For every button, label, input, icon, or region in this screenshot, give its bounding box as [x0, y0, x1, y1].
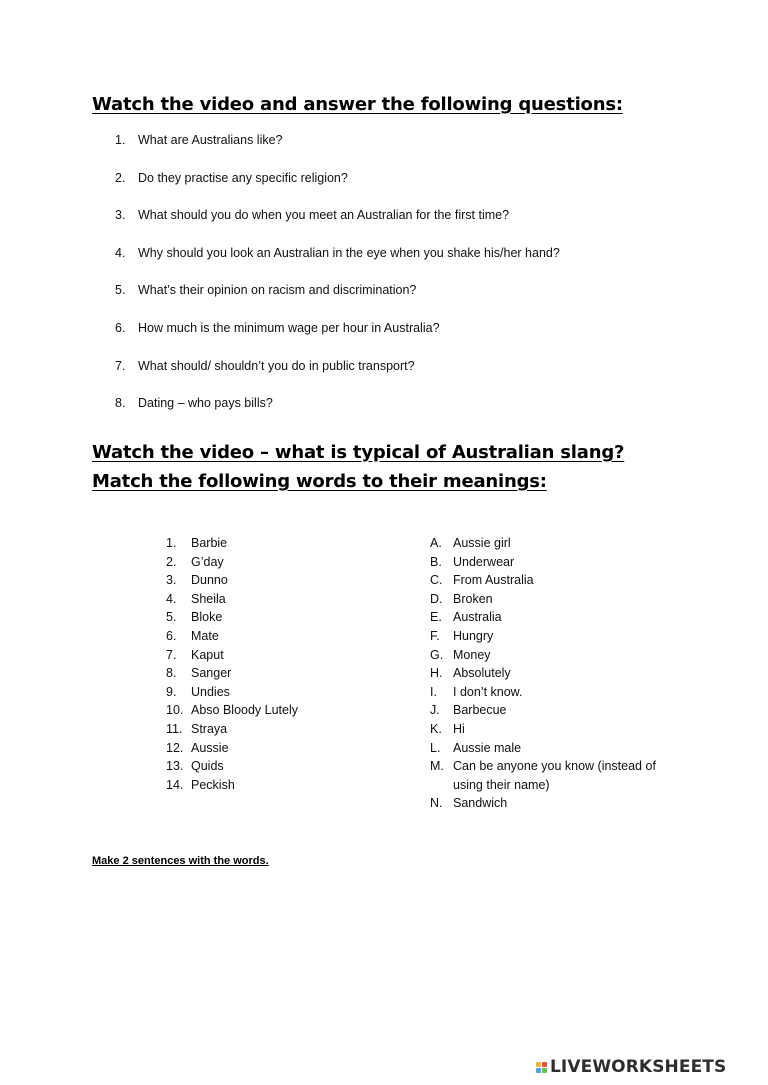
- word-number: 10.: [166, 703, 184, 718]
- question-item: [115, 396, 560, 434]
- question-number: 1.: [115, 133, 126, 147]
- meaning-letter: L.: [430, 740, 441, 755]
- meaning-item: [430, 646, 673, 665]
- word-number: 4.: [166, 591, 177, 606]
- meaning-item: [430, 627, 673, 646]
- meaning-item: [430, 701, 673, 720]
- meaning-letter: C.: [430, 573, 443, 588]
- question-item: [115, 321, 560, 359]
- meaning-item: [430, 571, 673, 590]
- meaning-letter: G.: [430, 647, 444, 662]
- question-number: 8.: [115, 396, 126, 411]
- meaning-letter: F.: [430, 628, 440, 643]
- logo-square-icon: [536, 1068, 541, 1073]
- slang-word-item: [166, 664, 298, 683]
- word-number: 14.: [166, 777, 184, 792]
- liveworksheets-logo-icon: [536, 1062, 547, 1073]
- meaning-item: [430, 794, 673, 813]
- slang-word-item: [166, 720, 298, 739]
- meaning-text: Broken: [453, 591, 493, 606]
- slang-word-item: [166, 683, 298, 702]
- word-text: Sanger: [191, 666, 232, 681]
- slang-word-item: [166, 739, 298, 758]
- section1-heading: Watch the video and answer the following questions:: [92, 94, 623, 115]
- meaning-letter: I.: [430, 684, 437, 699]
- meaning-item: [430, 683, 673, 702]
- question-item: [115, 359, 560, 397]
- word-text: Peckish: [191, 777, 235, 792]
- word-text: Mate: [191, 628, 219, 643]
- meaning-text: I don’t know.: [453, 684, 523, 699]
- question-number: 2.: [115, 170, 126, 185]
- meaning-text: From Australia: [453, 573, 534, 588]
- word-text: Abso Bloody Lutely: [191, 703, 299, 718]
- slang-word-item: [166, 608, 298, 627]
- sentence-task-instruction: Make 2 sentences with the words.: [92, 855, 269, 867]
- logo-square-icon: [536, 1062, 541, 1067]
- question-text: Why should you look an Australian in the eye when you shake his/her hand?: [138, 245, 560, 260]
- question-text: What’s their opinion on racism and discrimination?: [138, 283, 417, 298]
- meaning-item: [430, 739, 673, 758]
- question-number: 5.: [115, 283, 126, 298]
- meaning-item: [430, 757, 673, 794]
- slang-word-list: [166, 534, 298, 794]
- question-item: [115, 171, 560, 209]
- word-text: Quids: [191, 759, 224, 774]
- word-number: 11.: [166, 721, 183, 736]
- question-number: 4.: [115, 245, 126, 260]
- word-text: G’day: [191, 554, 224, 569]
- word-number: 7.: [166, 647, 177, 662]
- meaning-text: Hungry: [453, 628, 494, 643]
- slang-word-item: [166, 571, 298, 590]
- logo-square-icon: [542, 1062, 547, 1067]
- word-number: 1.: [166, 536, 177, 550]
- meaning-text: Hi: [453, 721, 465, 736]
- slang-word-item: [166, 534, 298, 553]
- word-text: Undies: [191, 684, 230, 699]
- question-list: [115, 133, 560, 434]
- meaning-item: [430, 664, 673, 683]
- meaning-item: [430, 534, 673, 553]
- slang-word-item: [166, 590, 298, 609]
- logo-text: LIVEWORKSHEETS: [550, 1057, 727, 1077]
- word-text: Straya: [191, 721, 228, 736]
- word-number: 3.: [166, 573, 177, 588]
- slang-word-item: [166, 553, 298, 572]
- word-number: 9.: [166, 684, 177, 699]
- meaning-list: [430, 534, 673, 813]
- liveworksheets-logo: [536, 1056, 726, 1078]
- word-text: Bloke: [191, 610, 223, 625]
- meaning-text: Absolutely: [453, 666, 511, 681]
- word-text: Aussie: [191, 740, 229, 755]
- meaning-letter: A.: [430, 536, 442, 550]
- meaning-item: [430, 553, 673, 572]
- word-number: 8.: [166, 666, 177, 681]
- question-text: What are Australians like?: [138, 133, 283, 147]
- meaning-text: Money: [453, 647, 491, 662]
- meaning-letter: M.: [430, 759, 444, 774]
- slang-word-item: [166, 776, 298, 795]
- logo-square-icon: [542, 1068, 547, 1073]
- meaning-item: [430, 608, 673, 627]
- meaning-text: Aussie girl: [453, 536, 511, 550]
- section2-heading-line1: Watch the video – what is typical of Australian slang?: [92, 442, 625, 463]
- meaning-text: Aussie male: [453, 740, 522, 755]
- meaning-text: Barbecue: [453, 703, 507, 718]
- question-item: [115, 133, 560, 171]
- question-number: 3.: [115, 208, 126, 223]
- question-number: 6.: [115, 320, 126, 335]
- meaning-letter: E.: [430, 610, 442, 625]
- question-text: What should/ shouldn’t you do in public transport?: [138, 358, 415, 373]
- meaning-text: Underwear: [453, 554, 515, 569]
- word-number: 5.: [166, 610, 177, 625]
- meaning-item: [430, 590, 673, 609]
- slang-word-item: [166, 646, 298, 665]
- question-number: 7.: [115, 358, 126, 373]
- meaning-letter: H.: [430, 666, 443, 681]
- question-text: Dating – who pays bills?: [138, 396, 273, 411]
- word-text: Kaput: [191, 647, 224, 662]
- word-text: Sheila: [191, 591, 226, 606]
- word-number: 2.: [166, 554, 177, 569]
- meaning-text: Can be anyone you know (instead of using their name): [453, 759, 656, 792]
- word-text: Barbie: [191, 536, 228, 550]
- question-text: Do they practise any specific religion?: [138, 170, 348, 185]
- meaning-letter: B.: [430, 554, 442, 569]
- meaning-item: [430, 720, 673, 739]
- meaning-letter: N.: [430, 796, 443, 811]
- question-item: [115, 208, 560, 246]
- slang-word-item: [166, 627, 298, 646]
- question-item: [115, 283, 560, 321]
- meaning-letter: J.: [430, 703, 440, 718]
- slang-word-item: [166, 701, 298, 720]
- word-number: 6.: [166, 628, 177, 643]
- meaning-text: Australia: [453, 610, 502, 625]
- word-text: Dunno: [191, 573, 228, 588]
- slang-word-item: [166, 757, 298, 776]
- question-text: How much is the minimum wage per hour in Australia?: [138, 320, 440, 335]
- question-item: [115, 246, 560, 284]
- word-number: 12.: [166, 740, 184, 755]
- word-number: 13.: [166, 759, 184, 774]
- meaning-letter: D.: [430, 591, 443, 606]
- meaning-letter: K.: [430, 721, 442, 736]
- section2-heading-line2: Match the following words to their meanings:: [92, 471, 547, 492]
- question-text: What should you do when you meet an Australian for the first time?: [138, 208, 510, 223]
- meaning-text: Sandwich: [453, 796, 508, 811]
